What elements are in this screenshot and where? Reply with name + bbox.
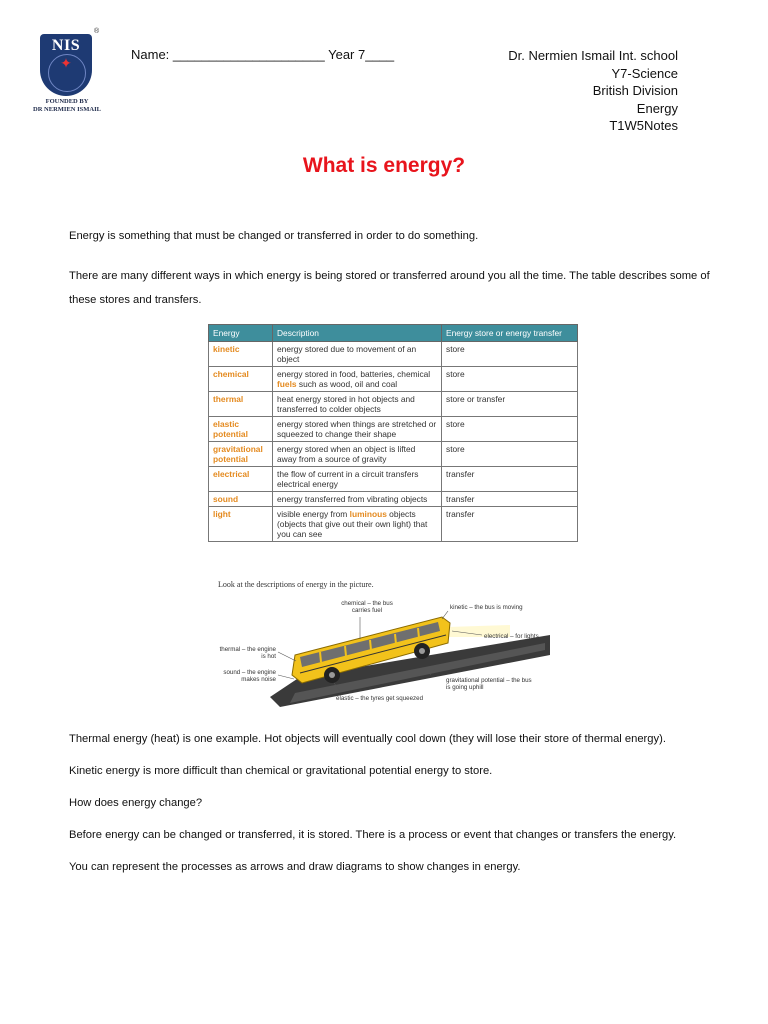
- energy-description: [273, 507, 442, 542]
- energy-description: energy stored when things are stretched or squeezed to change their shape: [273, 417, 442, 442]
- table-row: [209, 507, 578, 542]
- table-row: [209, 367, 578, 392]
- energy-name: kinetic: [209, 342, 273, 367]
- founded-line-2: DR NERMIEN ISMAIL: [33, 106, 101, 113]
- energy-type: store: [442, 342, 578, 367]
- table-header-row: [209, 325, 578, 342]
- energy-type: transfer: [442, 507, 578, 542]
- energy-type: store: [442, 417, 578, 442]
- label-chemical: chemical – the bus carries fuel: [341, 600, 393, 614]
- subject: Y7-Science: [611, 65, 678, 81]
- founded-line-1: FOUNDED BY: [45, 98, 89, 105]
- description-text: objects (objects that give out their own light) that you can see: [277, 509, 428, 539]
- energy-type: store or transfer: [442, 392, 578, 417]
- window-frame: [370, 640, 371, 650]
- division: British Division: [592, 83, 678, 99]
- logo-founded-text: [26, 98, 108, 114]
- window-frame: [320, 652, 321, 662]
- energy-name: thermal: [209, 392, 273, 417]
- header-energy: Energy: [209, 325, 273, 342]
- energy-description: the flow of current in a circuit transfers electrical energy: [273, 467, 442, 492]
- logo-registered-mark: ®: [94, 28, 100, 35]
- energy-description: heat energy stored in hot objects and transferred to colder objects: [273, 392, 442, 417]
- energy-name: electrical: [209, 467, 273, 492]
- leader-line: [278, 652, 296, 661]
- energy-name: chemical: [209, 367, 273, 392]
- figure-caption: Look at the descriptions of energy in the picture.: [218, 580, 374, 589]
- table-row: [209, 342, 578, 367]
- body-paragraph: Thermal energy (heat) is one example. Hot objects will eventually cool down (they will lose their store of thermal energy).: [69, 733, 666, 745]
- body-paragraph: Kinetic energy is more difficult than chemical or gravitational potential energy to store.: [69, 765, 493, 777]
- table-row: [209, 467, 578, 492]
- window-frame: [418, 628, 419, 638]
- label-thermal: thermal – the engine is hot: [219, 646, 276, 660]
- energy-description: energy transferred from vibrating objects: [273, 492, 442, 507]
- label-kinetic: kinetic – the bus is moving: [450, 604, 523, 611]
- label-electrical: electrical – for lights: [484, 633, 539, 640]
- energy-type: transfer: [442, 467, 578, 492]
- table-row: [209, 442, 578, 467]
- body-paragraph: Before energy can be changed or transferred, it is stored. There is a process or event that changes or transfers the energy.: [69, 829, 677, 841]
- page-title: What is energy?: [302, 154, 466, 177]
- label-sound: sound – the engine makes noise: [223, 669, 276, 683]
- label-gravitational: gravitational potential – the bus is going uphill: [446, 677, 532, 691]
- energy-description: [273, 367, 442, 392]
- logo-star-icon: ✦: [60, 55, 72, 71]
- energy-type: store: [442, 367, 578, 392]
- header-description: Description: [273, 325, 442, 342]
- leader-line: [442, 611, 448, 619]
- name-year-line: Name: _____________________ Year 7____: [131, 47, 395, 62]
- topic: Energy: [636, 100, 678, 116]
- header-info: [508, 47, 678, 135]
- energy-type: store: [442, 442, 578, 467]
- energy-name: gravitational potential: [209, 442, 273, 467]
- energy-name: light: [209, 507, 273, 542]
- energy-name: sound: [209, 492, 273, 507]
- table-row: [209, 392, 578, 417]
- energy-description: energy stored when an object is lifted away from a source of gravity: [273, 442, 442, 467]
- keyword-highlight: fuels: [277, 379, 297, 389]
- leader-line: [278, 675, 294, 679]
- school-logo: [26, 28, 108, 120]
- table-row: [209, 492, 578, 507]
- school-name: Dr. Nermien Ismail Int. school: [508, 48, 678, 63]
- wheel-hub: [329, 672, 335, 678]
- energy-description: energy stored due to movement of an object: [273, 342, 442, 367]
- keyword-highlight: luminous: [349, 509, 387, 519]
- window-frame: [395, 634, 396, 644]
- energy-table: [208, 324, 578, 542]
- description-text: such as wood, oil and coal: [296, 379, 398, 389]
- label-elastic: elastic – the tyres get squeezed: [336, 695, 424, 702]
- intro-paragraph-1: Energy is something that must be changed or transferred in order to do something.: [69, 230, 479, 242]
- window-frame: [345, 646, 346, 656]
- description-text: energy stored in food, batteries, chemical: [277, 369, 431, 379]
- header-store-transfer: Energy store or energy transfer: [442, 325, 578, 342]
- wheel-hub: [419, 648, 425, 654]
- table-row: [209, 417, 578, 442]
- section-question: How does energy change?: [69, 797, 203, 809]
- energy-type: transfer: [442, 492, 578, 507]
- intro-paragraph-2: There are many different ways in which energy is being stored or transferred around you all the time. The table describes some of these stores and transfers.: [69, 270, 710, 306]
- description-text: visible energy from: [277, 509, 350, 519]
- logo-initials: NIS: [51, 37, 81, 54]
- notes-code: T1W5Notes: [609, 118, 678, 134]
- logo-ring: [48, 54, 86, 92]
- body-paragraph: You can represent the processes as arrows and draw diagrams to show changes in energy.: [69, 861, 521, 873]
- energy-name: elastic potential: [209, 417, 273, 442]
